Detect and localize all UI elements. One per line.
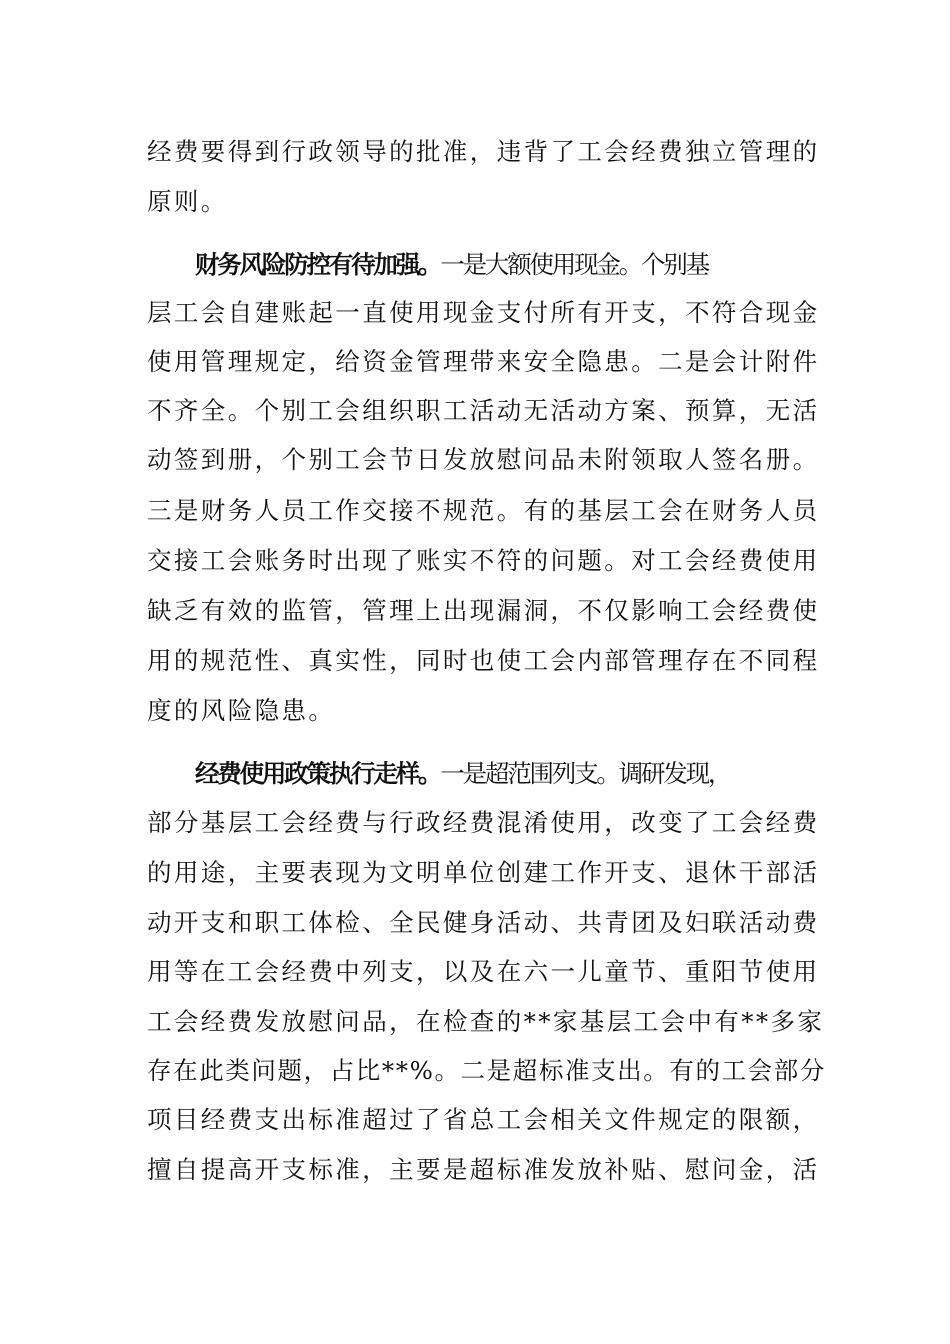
text-line: 用的规范性、真实性，同时也使工会内部管理存在不同程 bbox=[147, 646, 820, 675]
text-line: 用等在工会经费中列支，以及在六一儿童节、重阳节使用 bbox=[147, 957, 820, 986]
text-line: 动开支和职工体检、全民健身活动、共青团及妇联活动费 bbox=[147, 908, 820, 937]
text-run: 一是大额使用现金。个别基 bbox=[440, 250, 708, 279]
text-line: 经费要得到行政领导的批准，违背了工会经费独立管理的 bbox=[147, 137, 820, 166]
text-line: 的用途，主要表现为文明单位创建工作开支、退休干部活 bbox=[147, 858, 820, 887]
paragraph-heading: 财务风险防控有待加强。 bbox=[195, 250, 441, 279]
text-line: 三是财务人员工作交接不规范。有的基层工会在财务人员 bbox=[147, 496, 820, 525]
text-line: 缺乏有效的监管，管理上出现漏洞，不仅影响工会经费使 bbox=[147, 596, 820, 625]
text-line: 擅自提高开支标准，主要是超标准发放补贴、慰问金，活 bbox=[147, 1155, 820, 1184]
text-line: 交接工会账务时出现了账实不符的问题。对工会经费使用 bbox=[147, 546, 820, 575]
text-line: 使用管理规定，给资金管理带来安全隐患。二是会计附件 bbox=[147, 347, 820, 376]
text-line: 工会经费发放慰问品，在检查的**家基层工会中有**多家 bbox=[147, 1007, 825, 1036]
text-line: 项目经费支出标准超过了省总工会相关文件规定的限额， bbox=[147, 1105, 820, 1134]
text-line: 部分基层工会经费与行政经费混淆使用，改变了工会经费 bbox=[147, 808, 820, 837]
text-line: 存在此类问题，占比**%。二是超标准支出。有的工会部分 bbox=[147, 1056, 826, 1085]
text-line: 原则。 bbox=[147, 187, 228, 216]
paragraph-first-line bbox=[195, 250, 875, 280]
text-run: 一是超范围列支。调研发现， bbox=[440, 759, 731, 788]
text-line: 层工会自建账起一直使用现金支付所有开支，不符合现金 bbox=[147, 298, 820, 327]
text-line: 动签到册，个别工会节日发放慰问品未附领取人签名册。 bbox=[147, 445, 820, 474]
text-line: 不齐全。个别工会组织职工活动无活动方案、预算，无活 bbox=[147, 396, 820, 425]
text-line: 度的风险隐患。 bbox=[147, 696, 336, 725]
paragraph-heading: 经费使用政策执行走样。 bbox=[195, 759, 441, 788]
paragraph-first-line bbox=[195, 759, 875, 789]
